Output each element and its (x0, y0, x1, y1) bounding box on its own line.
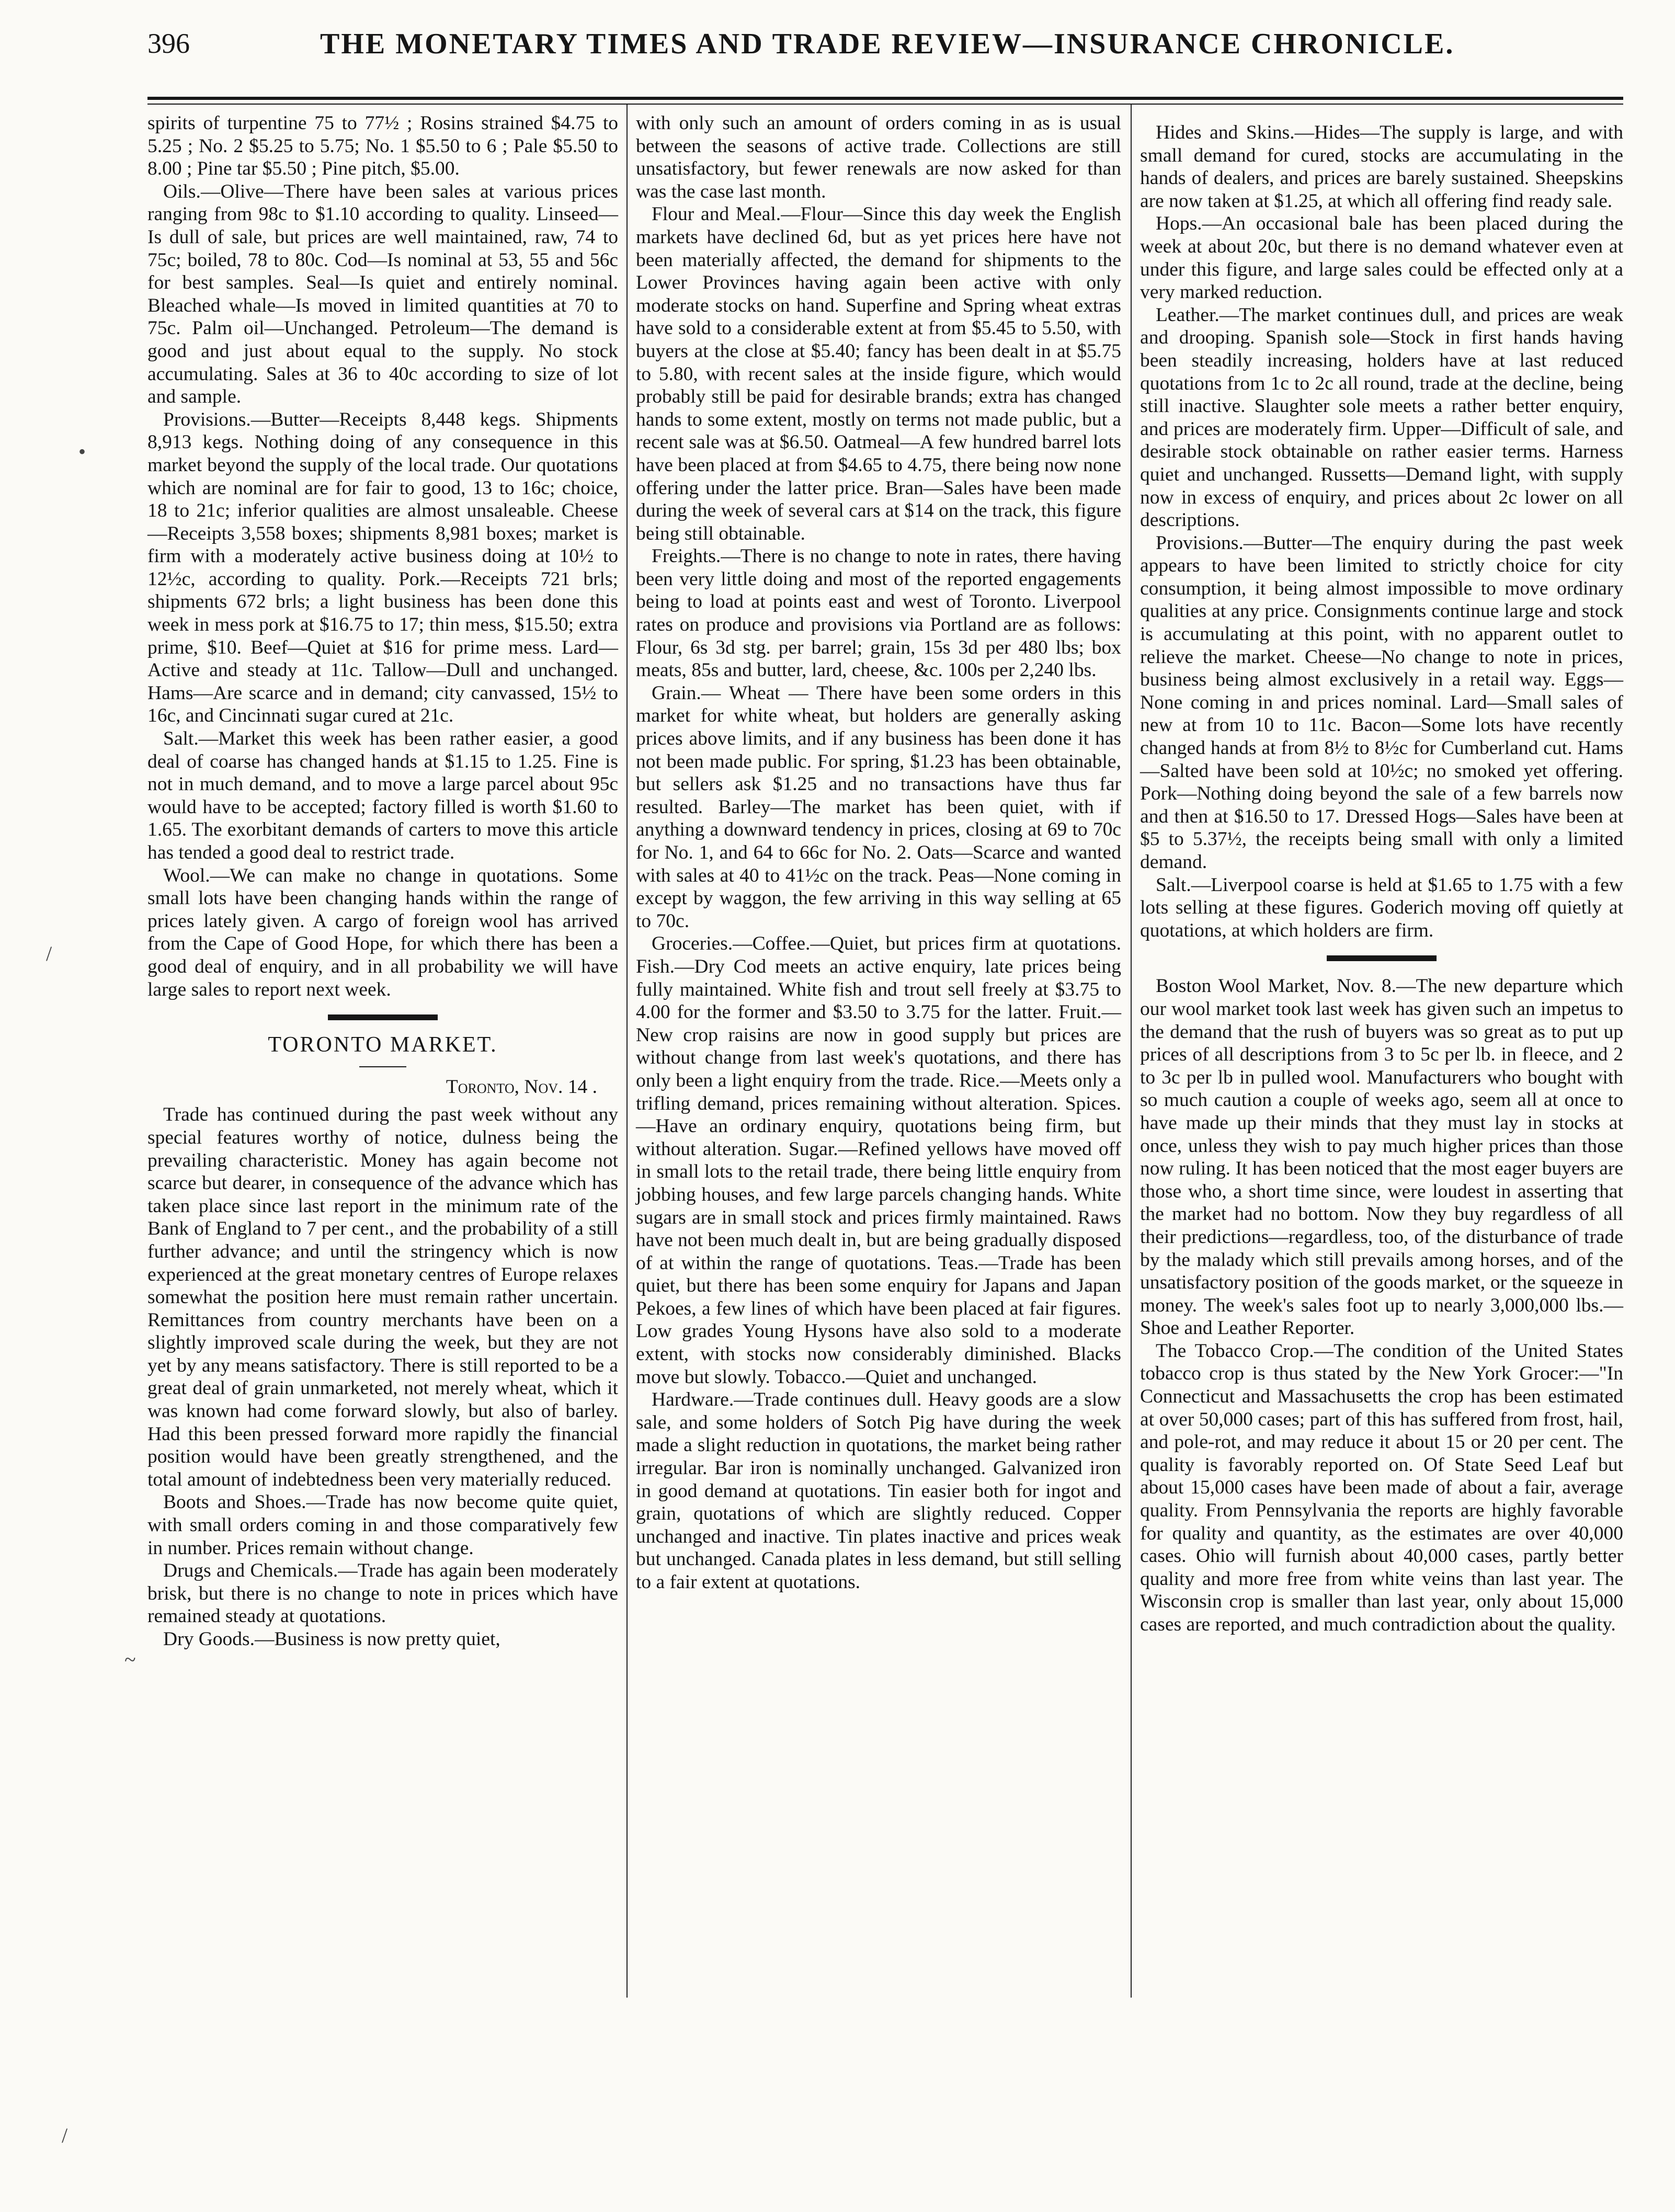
paragraph-tobacco-crop: The Tobacco Crop.—The condition of the United States tobacco crop is thus stated by the New York Grocer:—"In Connecticut and Massachusetts the crop has been estimated at over 50,000 cases; part of this has suffered from frost, hail, and pole-rot, and may reduce it about 15 or 20 per cent. The quality is favorably reported on. Of State Seed Leaf but about 15,000 cases have been made of about a fair, average quality. From Pennsylvania the reports are highly favorable for quality and quantity, as the estimates are over 40,000 cases. Ohio will furnish about 40,000 cases, partly better quality and more free from white veins than last year. The Wisconsin crop is smaller than last year, only about 15,000 cases are reported, and much contradiction about the quality. (1140, 1340, 1623, 1635)
paragraph-collections: with only such an amount of orders coming in as is usual between the seasons of active trade. Collections are still unsatisfactory, but fewer renewals are now asked for than was the case last month. (636, 112, 1121, 202)
paragraph-hides-skins: Hides and Skins.—Hides—The supply is large, and with small demand for cured, stocks are accumulating in the hands of dealers, and prices are barely sustained. Sheepskins are now taken at $1.25, at which all offering find ready sale. (1140, 122, 1623, 212)
paragraph-oils: Oils.—Olive—There have been sales at various prices ranging from 98c to $1.10 according to quality. Linseed—Is dull of sale, but prices are well maintained, raw, 74 to 75c; boiled, 78 to 80c. Cod—Is nominal at 53, 55 and 56c for best samples. Seal—Is quiet and entirely nominal. Bleached whale—Is moved in limited quantities at 70 to 75c. Palm oil—Unchanged. Petroleum—The demand is good and just about equal to the supply. No stock accumulating. Sales at 36 to 40c according to size of lot and sample. (147, 180, 618, 408)
header-rule (147, 97, 1623, 100)
section-heading-toronto-market: TORONTO MARKET. (268, 1033, 498, 1057)
margin-tick: / (46, 942, 52, 965)
margin-tick-2: ~ (124, 1648, 136, 1671)
margin-tick-3: / (62, 2124, 68, 2147)
section-rule (328, 1014, 438, 1020)
paragraph-leather: Leather.—The market continues dull, and prices are weak and drooping. Spanish sole—Stock in first hands having been steadily increasing, holders have at last reduced quotations from 1c to 2c all round, trade at the decline, being still inactive. Slaughter sole meets a rather better enquiry, and prices are moderately firm. Upper—Difficult of sale, and desirable stock obtainable on rather easier terms. Harness quiet and unchanged. Russetts—Demand light, with supply now in excess of enquiry, and prices about 2c lower on all descriptions. (1140, 304, 1623, 531)
paragraph-boston-wool: Boston Wool Market, Nov. 8.—The new departure which our wool market took last week has given such an impetus to the demand that the rush of buyers was so great as to put up prices of all descriptions from 3 to 5c per lb. in fleece, and 2 to 3c per lb in pulled wool. Manufacturers who bought with so much caution a couple of weeks ago, seem all at once to have made up their minds that they must lay in stocks at once, unless they wish to pay much higher prices than those now ruling. It has been noticed that the most eager buyers are those who, a short time since, were loudest in asserting that the market had no bottom. Now they buy regardless of all their predictions—regardless, too, of the disturbance of trade by the malady which still prevails among horses, and of the unsatisfactory position of the goods market, or the squeeze in money. The week's sales foot up to nearly 3,000,000 lbs.—Shoe and Leather Reporter. (1140, 975, 1623, 1339)
column-left (147, 112, 618, 1651)
section-rule-2 (1327, 955, 1437, 961)
paragraph-flour-meal: Flour and Meal.—Flour—Since this day week the English markets have declined 6d, but as yet prices here have not been materially affected, the demand for shipments to the Lower Provinces having again been active with only moderate stocks on hand. Superfine and Spring wheat extras have sold to a considerable extent at from $5.45 to 5.50, with buyers at the close at $5.40; fancy has been dealt in at $5.75 to 5.80, with recent sales at the inside figure, which would probably still be paid for desirable brands; extra has changed hands to some extent, mostly on terms not made public, but a recent sale was at $6.50. Oatmeal—A few hundred barrel lots have been placed at from $4.65 to 4.75, there being now none offering under the latter price. Bran—Sales have been made during the week of several cars at $14 on the track, this figure being still obtainable. (636, 203, 1121, 544)
masthead-title: THE MONETARY TIMES AND TRADE REVIEW—INSURANCE CHRONICLE. (320, 28, 1455, 60)
paragraph-drugs-chemicals: Drugs and Chemicals.—Trade has again been moderately brisk, but there is no change to note in prices which have remained steady at quotations. (147, 1560, 618, 1627)
paragraph-provisions: Provisions.—Butter—Receipts 8,448 kegs. Shipments 8,913 kegs. Nothing doing of any consequence in this market beyond the supply of the local trade. Our quotations which are nominal are for fair to good, 13 to 16c; choice, 18 to 21c; inferior qualities are almost unsaleable. Cheese—Receipts 3,558 boxes; shipments 8,981 boxes; market is firm with a moderately active business doing at 10½ to 12½c, according to quality. Pork.—Receipts 721 brls; shipments 672 brls; a light business has been done this week in mess pork at $16.75 to 17; thin mess, $15.50; extra prime, $10. Beef—Quiet at $16 for prime mess. Lard—Active and steady at 11c. Tallow—Dull and unchanged. Hams—Are scarce and in demand; city canvassed, 15½ to 16c, and Cincinnati sugar cured at 21c. (147, 408, 618, 727)
heading-short-rule (359, 1066, 406, 1067)
paragraph-trade: Trade has continued during the past week without any special features worthy of notice, dulness being the prevailing characteristic. Money has again become not scarce but dearer, in consequence of the advance which has taken place since last report in the minimum rate of the Bank of England to 7 per cent., and the probability of a still further advance; and until the stringency which is now experienced at the great monetary centres of Europe relaxes somewhat the position here must remain rather uncertain. Remittances from country merchants have been on a slightly improved scale during the week, but they are not yet by any means satisfactory. There is still reported to be a great deal of grain unmarketed, not merely wheat, which it was known had come forward slowly, but also of barley. Had this been pressed forward more rapidly the financial position would have been greatly strengthened, and the total amount of indebtedness been very materially reduced. (147, 1104, 618, 1490)
paragraph-turpentine: spirits of turpentine 75 to 77½ ; Rosins strained $4.75 to 5.25 ; No. 2 $5.25 to 5.75; No. 1 $5.50 to 6 ; Pale $5.50 to 8.00 ; Pine tar $5.50 ; Pine pitch, $5.00. (147, 112, 618, 180)
dateline: Toronto, Nov. 14 . (446, 1076, 597, 1098)
paragraph-freights: Freights.—There is no change to note in rates, there having been very little doing and most of the reported engagements being to load at points east and west of Toronto. Liverpool rates on produce and provisions via Portland are as follows: Flour, 6s 3d stg. per barrel; grain, 15s 3d per 480 lbs; box meats, 85s and butter, lard, cheese, &c. 100s per 2,240 lbs. (636, 545, 1121, 681)
paragraph-groceries: Groceries.—Coffee.—Quiet, but prices firm at quotations. Fish.—Dry Cod meets an active enquiry, late prices being fully maintained. White fish and trout sell freely at $3.75 to 4.00 for the former and $3.50 to 3.75 for the latter. Fruit.—New crop raisins are now in good supply but prices are without change from last week's quotations, and there has only been a light enquiry from the trade. Rice.—Meets only a trifling demand, prices remaining without alteration. Spices.—Have an ordinary enquiry, quotations being firm, but without alteration. Sugar.—Refined yellows have moved off in small lots to the retail trade, there being little enquiry from jobbing houses, and few large parcels changing hands. White sugars are in small stock and prices firmly maintained. Raws have not been much dealt in, but are being gradually disposed of at within the range of quotations. Teas.—Trade has been quiet, but there has been some enquiry for Japans and Japan Pekoes, a few lines of which have been placed at fair figures. Low grades Young Hysons have also sold to a moderate extent, with stocks now considerably diminished. Blacks move but slowly. Tobacco.—Quiet and unchanged. (636, 933, 1121, 1388)
margin-speck: • (78, 440, 86, 463)
page-number: 396 (147, 28, 190, 59)
paragraph-provisions-2: Provisions.—Butter—The enquiry during the past week appears to have been limited to strictly choice for city consumption, it being almost impossible to move ordinary qualities at any price. Consignments continue large and stock is accumulating at this point, with no apparent outlet to relieve the market. Cheese—No change to note in prices, business being almost exclusively in a retail way. Eggs—None coming in and prices nominal. Lard—Small sales of new at from 10 to 11c. Bacon—Some lots have recently changed hands at from 8½ to 8½c for Cumberland cut. Hams—Salted have been sold at 10½c; no smoked yet offering. Pork—Nothing doing beyond the sale of a few barrels now and then at $16.50 to 17. Dressed Hogs—Sales have been at $5 to 5.37½, the receipts being small with only a limited demand. (1140, 532, 1623, 873)
paragraph-boots-shoes: Boots and Shoes.—Trade has now become quite quiet, with small orders coming in and those comparatively few in number. Prices remain without change. (147, 1491, 618, 1559)
paragraph-dry-goods: Dry Goods.—Business is now pretty quiet, (163, 1628, 500, 1650)
header-rule-thin (147, 104, 1623, 105)
column-middle (636, 112, 1121, 1594)
paragraph-salt: Salt.—Market this week has been rather easier, a good deal of coarse has changed hands at $1.15 to 1.25. Fine is not in much demand, and to move a large parcel about 95c would have to be accepted; factory filled is worth $1.60 to 1.65. The exorbitant demands of carters to move this article has tended a good deal to restrict trade. (147, 728, 618, 863)
column-divider-2 (1131, 105, 1132, 1998)
column-right (1140, 121, 1623, 1636)
paragraph-wool: Wool.—We can make no change in quotations. Some small lots have been changing hands within the range of prices lately given. A cargo of foreign wool has arrived from the Cape of Good Hope, for which there has been a good deal of enquiry, and in all probability we will have large sales to report next week. (147, 864, 618, 1000)
paragraph-grain: Grain.— Wheat — There have been some orders in this market for white wheat, but holders are generally asking prices above limits, and if any business has been done it has not been made public. For spring, $1.23 has been obtainable, but sellers ask $1.25 and no transactions have thus far resulted. Barley—The market has been quiet, with if anything a downward tendency in prices, closing at 69 to 70c for No. 1, and 64 to 66c for No. 2. Oats—Scarce and wanted with sales at 40 to 41½c on the track. Peas—None coming in except by waggon, the few arriving in this way selling at 65 to 70c. (636, 682, 1121, 932)
paragraph-salt-2: Salt.—Liverpool coarse is held at $1.65 to 1.75 with a few lots selling at these figures. Goderich moving off quietly at quotations, at which holders are firm. (1140, 874, 1623, 941)
paragraph-hops: Hops.—An occasional bale has been placed during the week at about 20c, but there is no demand whatever even at under this figure, and large sales could be effected only at a very marked reduction. (1140, 213, 1623, 303)
column-divider-1 (626, 105, 628, 1998)
paragraph-hardware: Hardware.—Trade continues dull. Heavy goods are a slow sale, and some holders of Sotch Pig have during the week made a slight reduction in quotations, the market being rather irregular. Bar iron is nominally unchanged. Galvanized iron in good demand at quotations. Tin easier both for ingot and grain, quotations of which are slightly reduced. Copper unchanged and inactive. Tin plates inactive and prices weak but unchanged. Canada plates in less demand, but still selling to a fair extent at quotations. (636, 1389, 1121, 1593)
